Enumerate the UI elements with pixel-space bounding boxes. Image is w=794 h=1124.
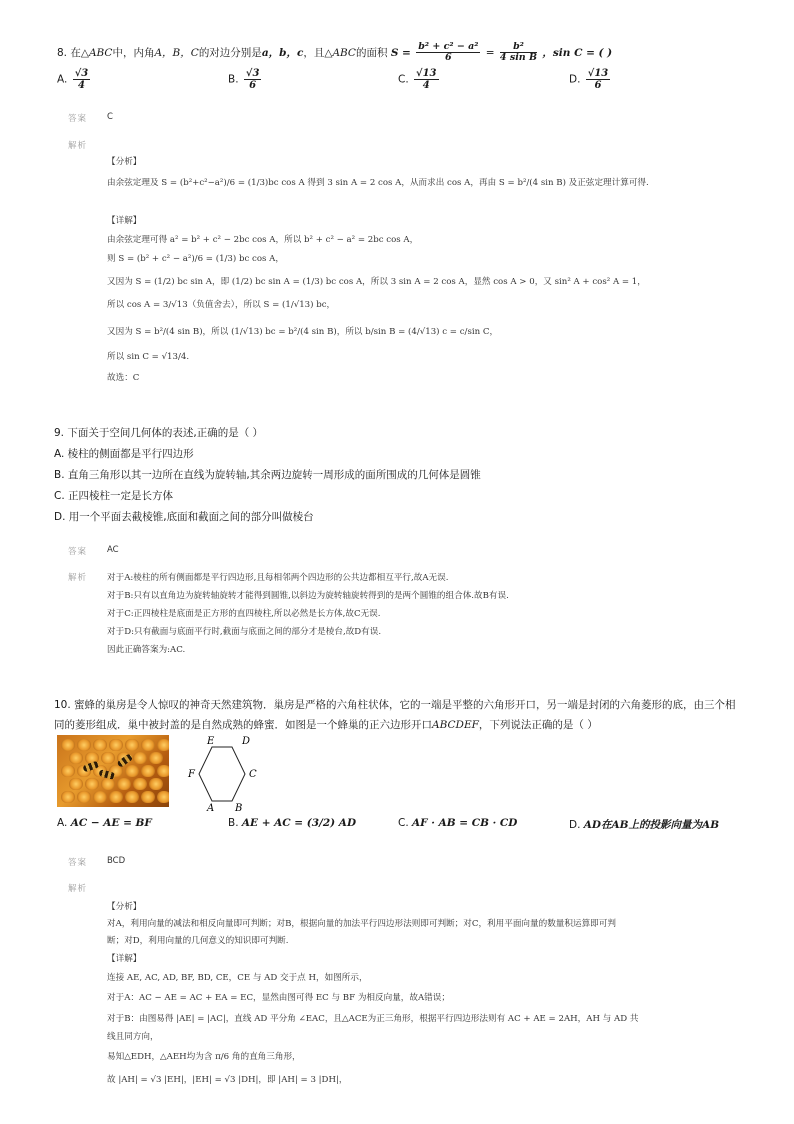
q8-frac (500, 42, 537, 64)
q9-solution-line: 对于D:只有截面与底面平行时,截面与底面之间的部分才是棱台,故D有误. (107, 627, 382, 637)
q10-solution-line: 线且同方向， (107, 1032, 159, 1042)
q8-option-c[interactable] (398, 68, 441, 91)
hexagon-diagram (185, 732, 275, 812)
q8-option-d[interactable] (569, 68, 612, 91)
q10-xiangjie-title: 【详解】 (107, 954, 142, 964)
q9-option-c[interactable]: C. 正四棱柱一定是长方体 (54, 490, 174, 502)
q10-option-c[interactable] (398, 817, 517, 829)
frac-num: √3 (74, 68, 89, 79)
option-letter: B. (228, 817, 239, 829)
q8-math: ，sin C = ( ) (542, 46, 613, 59)
q8-text: 中，内角 (112, 46, 155, 59)
q10-answer-value: BCD (107, 856, 126, 866)
frac-num: b² (500, 42, 537, 53)
frac-den: 4 (414, 79, 439, 91)
q8-math: S = (390, 46, 411, 59)
frac-den: 6 (586, 79, 611, 91)
hex-label-e: E (207, 736, 215, 747)
q8-answer-label: 答案 (68, 114, 88, 124)
q8-text: 的对边分别是 (198, 46, 262, 59)
q10-option-d[interactable] (569, 817, 719, 832)
hex-label-c: C (249, 769, 257, 780)
hex-label-a: A (207, 803, 215, 812)
q8-text: 8. 在△ (57, 46, 89, 59)
q9-solution-line: 因此正确答案为:AC. (107, 645, 186, 655)
q8-text: 的面积 (355, 46, 388, 59)
q10-fenxi-line: 断；对D，利用向量的几何意义的知识即可判断. (107, 936, 289, 946)
q8-solution-line: 所以 sin C = √13/4. (107, 352, 190, 362)
option-frac (414, 68, 439, 91)
option-letter: D. (569, 73, 581, 86)
hex-label-b: B (235, 803, 243, 812)
hex-label-f: F (188, 769, 195, 780)
q8-math: ABC (88, 46, 113, 59)
q8-stem (57, 42, 612, 64)
option-letter: C. (398, 817, 409, 829)
q10-solution-line: 对于A：AC − AE = AC + EA = EC，显然由图可得 EC 与 BF 为相反向量，故A错误； (107, 993, 450, 1003)
q9-option-b[interactable]: B. 直角三角形以其一边所在直线为旋转轴,其余两边旋转一周形成的面所围成的几何体是圆锥 (54, 469, 481, 481)
option-letter: D. (569, 819, 581, 831)
q10-solution-line: 对于B：由图易得 |AE| = |AC|，直线 AD 平分角 ∠EAC，且△ACE为正三角形，根据平行四边形法则有 AC + AE = 2AH，AH 与 AD 共 (107, 1014, 639, 1024)
frac-den: 6 (244, 79, 262, 91)
q10-option-a[interactable] (57, 817, 152, 829)
hexagon-shape (199, 747, 245, 801)
q10-fenxi-title: 【分析】 (107, 902, 142, 912)
hex-label-d: D (242, 736, 251, 747)
q8-solution-line: 由余弦定理可得 a² = b² + c² − 2bc cos A，所以 b² + c² − a² = 2bc cos A， (107, 235, 419, 245)
option-text: AF · AB = CB · CD (412, 817, 518, 829)
q8-math: a，b，c (261, 46, 304, 59)
option-frac (244, 68, 262, 91)
q10-solution-line: 易知△EDH，△AEH均为含 π/6 角的直角三角形， (107, 1052, 301, 1062)
q10-stem-line2 (54, 717, 598, 732)
q9-solution-line: 对于B:只有以直角边为旋转轴旋转才能得到圆锥,以斜边为旋转轴旋转得到的是两个圆锥的组合体.故B有误. (107, 591, 509, 601)
frac-num: √13 (416, 68, 437, 79)
q9-analysis-label: 解析 (68, 573, 88, 583)
option-frac (586, 68, 611, 91)
option-letter: A. (57, 73, 68, 86)
q8-solution-line: 又因为 S = b²/(4 sin B)，所以 (1/√13) bc = b²/(4 sin B)，所以 b/sin B = (4/√13) c = c/sin C， (107, 327, 499, 337)
frac-num: √3 (245, 68, 260, 79)
option-frac (73, 68, 91, 91)
q8-solution-line: 则 S = (b² + c² − a²)/6 = (1/3) bc cos A， (107, 254, 284, 264)
q8-xiangjie-title: 【详解】 (107, 216, 142, 226)
q8-fenxi-text: 由余弦定理及 S = (b²+c²−a²)/6 = (1/3)bc cos A 得到 3 sin A = 2 cos A，从而求出 cos A，再由 S = b²/(4 sin B) 及正弦定理计算可得. (107, 178, 649, 188)
q8-math: A，B，C (154, 46, 199, 59)
q8-math: = (485, 46, 495, 59)
q10-option-b[interactable] (228, 817, 356, 829)
q10-hexagon-name: ABCDEF (432, 719, 479, 731)
q10-answer-label: 答案 (68, 858, 88, 868)
q8-solution-line: 所以 cos A = 3/√13（负值舍去），所以 S = (1/√13) bc， (107, 300, 336, 310)
q10-text: 同的菱形组成．巢中被封盖的是自然成熟的蜂蜜．如图是一个蜂巢的正六边形开口 (54, 719, 432, 731)
option-text: AC − AE = BF (70, 817, 152, 829)
frac-num: √13 (587, 68, 609, 79)
q8-option-a[interactable] (57, 68, 92, 91)
q10-fenxi-line: 对A，利用向量的减法和相反向量即可判断；对B，根据向量的加法平行四边形法则即可判断；对C，利用平面向量的数量积运算即可判 (107, 919, 616, 929)
q8-analysis-label: 解析 (68, 141, 88, 151)
option-text: AE + AC = (3/2) AD (241, 817, 357, 829)
option-text: AD在AB上的投影向量为AB (583, 819, 720, 831)
q8-text: ，且△ (303, 46, 333, 59)
q8-answer-value: C (107, 112, 113, 122)
q9-answer-label: 答案 (68, 547, 88, 557)
option-letter: C. (398, 73, 409, 86)
frac-den: 6 (445, 52, 452, 64)
honeycomb-photo (57, 735, 169, 807)
option-letter: A. (57, 817, 68, 829)
q8-fenxi-title: 【分析】 (107, 157, 142, 167)
q9-solution-line: 对于C:正四棱柱是底面是正方形的直四棱柱,所以必然是长方体,故C无误. (107, 609, 381, 619)
q8-solution-line: 故选：C (107, 373, 140, 383)
q10-solution-line: 故 |AH| = √3 |EH|，|EH| = √3 |DH|，即 |AH| = 3 |DH|， (107, 1075, 348, 1085)
q9-option-a[interactable]: A. 棱柱的侧面都是平行四边形 (54, 448, 194, 460)
q8-math: ABC (332, 46, 356, 59)
q8-frac (416, 42, 480, 64)
q10-text: ，下列说法正确的是（ ） (478, 719, 598, 731)
q10-stem-line1: 10. 蜜蜂的巢房是令人惊叹的神奇天然建筑物．巢房是严格的六角柱状体，它的一端是平整的六角形开口，另一端是封闭的六角菱形的底，由三个相 (54, 699, 736, 711)
q10-solution-line: 连接 AE, AC, AD, BF, BD, CE，CE 与 AD 交于点 H，如图所示， (107, 973, 368, 983)
q9-answer-value: AC (107, 545, 119, 555)
option-letter: B. (228, 73, 239, 86)
q8-option-b[interactable] (228, 68, 263, 91)
frac-den: 4 (73, 79, 91, 91)
frac-num: b² + c² − a² (418, 41, 479, 52)
q9-stem: 9. 下面关于空间几何体的表述,正确的是（ ） (54, 427, 264, 439)
q9-solution-line: 对于A:棱柱的所有侧面都是平行四边形,且每相邻两个四边形的公共边都相互平行,故A无误. (107, 573, 449, 583)
q9-option-d[interactable]: D. 用一个平面去截棱锥,底面和截面之间的部分叫做棱台 (54, 511, 314, 523)
q8-solution-line: 又因为 S = (1/2) bc sin A，即 (1/2) bc sin A = (1/3) bc cos A，所以 3 sin A = 2 cos A，显然 cos A > 0，又 sin² A + cos² A = 1， (107, 277, 646, 287)
q10-analysis-label: 解析 (68, 884, 88, 894)
frac-den: 4 sin B (499, 52, 538, 64)
